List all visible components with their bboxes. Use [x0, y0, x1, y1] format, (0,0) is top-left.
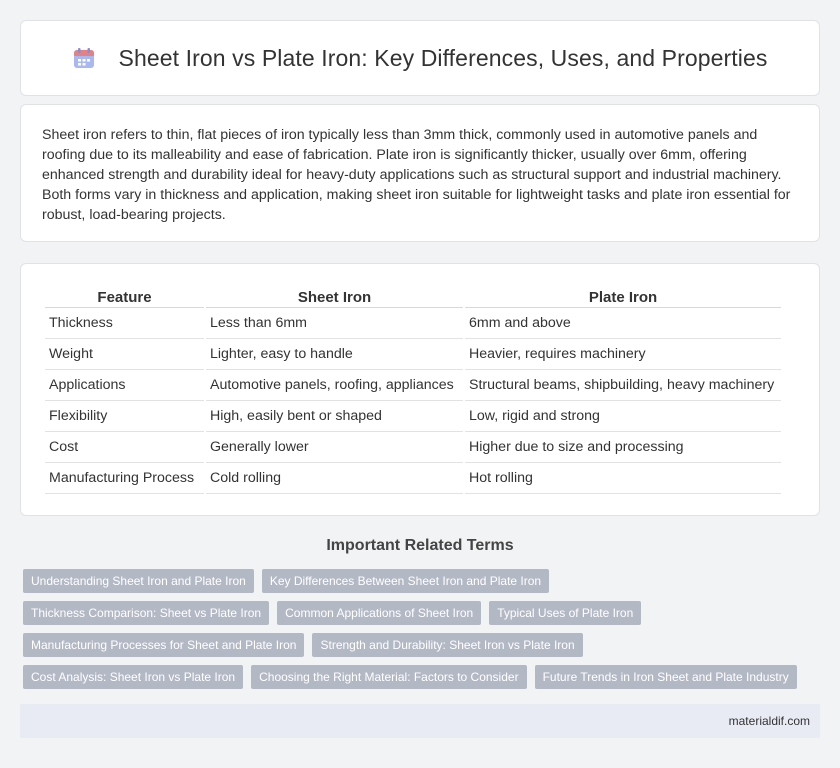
- row-plate-iron: Heavier, requires machinery: [465, 339, 781, 370]
- row-sheet-iron: Automotive panels, roofing, appliances: [206, 370, 463, 401]
- row-plate-iron: Low, rigid and strong: [465, 401, 781, 432]
- row-feature: Applications: [45, 370, 204, 401]
- related-term-tag[interactable]: Cost Analysis: Sheet Iron vs Plate Iron: [23, 665, 243, 689]
- footer-site-name[interactable]: materialdif.com: [728, 714, 810, 728]
- footer: [20, 704, 820, 738]
- calendar-icon: [73, 47, 95, 69]
- comparison-table: [43, 284, 783, 494]
- header-sheet-iron: Sheet Iron: [206, 284, 463, 308]
- row-sheet-iron: Lighter, easy to handle: [206, 339, 463, 370]
- related-term-tag[interactable]: Typical Uses of Plate Iron: [489, 601, 641, 625]
- header-feature: Feature: [45, 284, 204, 308]
- related-term-tag[interactable]: Strength and Durability: Sheet Iron vs Plate Iron: [312, 633, 582, 657]
- related-term-tag[interactable]: Common Applications of Sheet Iron: [277, 601, 481, 625]
- row-sheet-iron: Generally lower: [206, 432, 463, 463]
- related-term-tag[interactable]: Key Differences Between Sheet Iron and Plate Iron: [262, 569, 549, 593]
- table-row: [45, 463, 781, 494]
- intro-paragraph: Sheet iron refers to thin, flat pieces of iron typically less than 3mm thick, commonly used in automotive panels and roofing due to its malleability and ease of fabrication. Plate iron is significantly thicker, usually over 6mm, offering enhanced strength and durability ideal for heavy-duty applications such as structural support and industrial machinery. Both forms vary in thickness and application, making sheet iron suitable for lightweight tasks and plate iron essential for robust, load-bearing projects.: [42, 127, 791, 223]
- row-sheet-iron: Less than 6mm: [206, 308, 463, 339]
- intro-card: [20, 104, 820, 242]
- related-term-tag[interactable]: Thickness Comparison: Sheet vs Plate Iron: [23, 601, 269, 625]
- header-card: [20, 20, 820, 96]
- related-term-tag[interactable]: Understanding Sheet Iron and Plate Iron: [23, 569, 254, 593]
- row-sheet-iron: Cold rolling: [206, 463, 463, 494]
- row-plate-iron: Hot rolling: [465, 463, 781, 494]
- row-plate-iron: Structural beams, shipbuilding, heavy machinery: [465, 370, 781, 401]
- table-row: [45, 370, 781, 401]
- related-terms-list: [23, 569, 803, 689]
- table-row: [45, 339, 781, 370]
- table-header-row: [45, 284, 781, 308]
- table-row: [45, 401, 781, 432]
- comparison-card: [20, 263, 820, 516]
- row-feature: Weight: [45, 339, 204, 370]
- page-title: Sheet Iron vs Plate Iron: Key Differences, Uses, and Properties: [118, 44, 768, 71]
- row-feature: Thickness: [45, 308, 204, 339]
- row-plate-iron: 6mm and above: [465, 308, 781, 339]
- related-term-tag[interactable]: Choosing the Right Material: Factors to Consider: [251, 665, 526, 689]
- row-plate-iron: Higher due to size and processing: [465, 432, 781, 463]
- related-terms-title: Important Related Terms: [326, 537, 514, 554]
- related-term-tag[interactable]: Future Trends in Iron Sheet and Plate Industry: [535, 665, 797, 689]
- table-row: [45, 308, 781, 339]
- table-row: [45, 432, 781, 463]
- row-feature: Flexibility: [45, 401, 204, 432]
- row-feature: Cost: [45, 432, 204, 463]
- related-term-tag[interactable]: Manufacturing Processes for Sheet and Plate Iron: [23, 633, 304, 657]
- row-sheet-iron: High, easily bent or shaped: [206, 401, 463, 432]
- row-feature: Manufacturing Process: [45, 463, 204, 494]
- header-plate-iron: Plate Iron: [465, 284, 781, 308]
